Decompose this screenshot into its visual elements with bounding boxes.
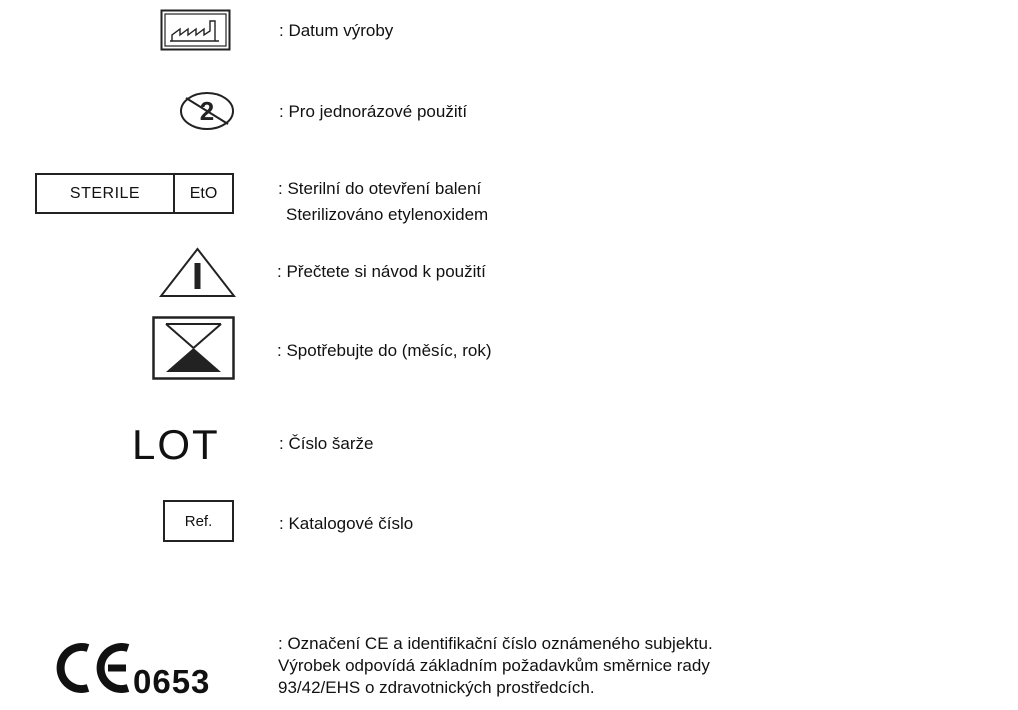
factory-icon — [160, 9, 231, 51]
ce-text-line2: Výrobek odpovídá základním požadavkům směrnice rady — [278, 656, 710, 675]
lot-symbol: LOT — [132, 421, 220, 468]
ref-symbol: Ref. — [163, 500, 234, 542]
lot-label: : Číslo šarže — [279, 434, 374, 453]
sterile-eto-symbol — [35, 173, 234, 214]
manufacture-date-label: : Datum výroby — [279, 21, 394, 40]
caution-label: : Přečtete si návod k použití — [277, 262, 486, 281]
warning-triangle-icon — [159, 247, 236, 299]
expiry-label: : Spotřebujte do (měsíc, rok) — [277, 341, 492, 360]
ref-label: : Katalogové číslo — [279, 514, 414, 533]
hourglass-icon — [152, 316, 235, 380]
sterile-text-line2: Sterilizováno etylenoxidem — [286, 205, 489, 224]
ce-text-line1: : Označení CE a identifikační číslo oznámeného subjektu. — [278, 634, 713, 653]
ce-mark-icon — [52, 640, 134, 696]
do-not-reuse-icon — [178, 90, 236, 132]
single-use-glyph: 2 — [199, 96, 215, 126]
ce-text-line3: 93/42/EHS o zdravotnických prostředcích. — [278, 678, 595, 697]
single-use-label: : Pro jednorázové použití — [279, 102, 468, 121]
sterile-method-label: EtO — [189, 184, 218, 202]
sterile-text-line1: : Sterilní do otevření balení — [278, 179, 482, 198]
notified-body-number: 0653 — [133, 663, 211, 700]
sterile-label: STERILE — [37, 175, 175, 212]
